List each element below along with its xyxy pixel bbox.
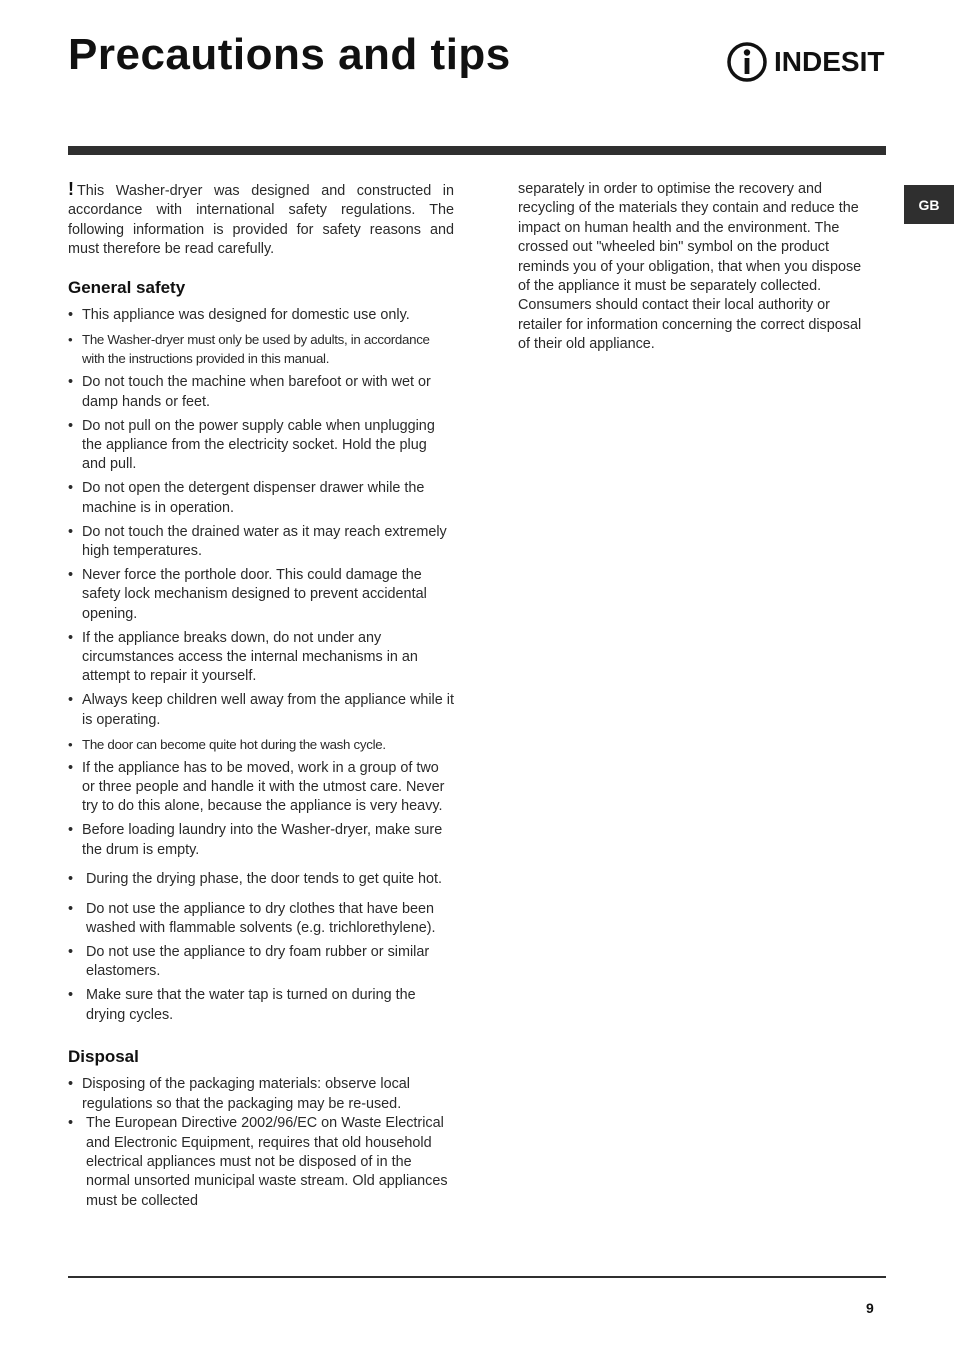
list-item: • The European Directive 2002/96/EC on Waste Electrical and Electronic Equipment, requires that old household electrical appliances must not be disposed of in the normal unsorted municipal waste stream. Old appliances must be collected	[68, 1114, 454, 1211]
disposal-list	[68, 1075, 454, 1211]
list-item: • Do not touch the drained water as it may reach extremely high temperatures.	[68, 523, 454, 562]
disposal-consumers: Consumers should contact their local authority or retailer for information concerning the correct disposal of their old appliance.	[518, 297, 862, 353]
list-item: • Do not open the detergent dispenser drawer while the machine is in operation.	[68, 479, 454, 518]
intro-paragraph	[68, 180, 454, 260]
warning-mark: !	[68, 179, 74, 199]
list-item: • Before loading laundry into the Washer-dryer, make sure the drum is empty.	[68, 821, 454, 860]
language-tab: GB	[904, 185, 954, 224]
list-item: • Make sure that the water tap is turned on during the drying cycles.	[68, 986, 454, 1025]
right-column	[518, 180, 874, 355]
general-safety-heading: General safety	[68, 277, 186, 297]
brand-name: INDESIT	[774, 46, 885, 77]
disposal-heading: Disposal	[68, 1046, 139, 1066]
list-item: • Always keep children well away from the appliance while it is operating.	[68, 691, 454, 730]
indesit-logo-icon	[726, 41, 768, 83]
list-item: • Do not touch the machine when barefoot or with wet or damp hands or feet.	[68, 373, 454, 412]
footer-rule	[68, 1276, 886, 1278]
list-item: • Disposing of the packaging materials: observe local regulations so that the packaging may be re-used.	[68, 1075, 454, 1114]
page-title: Precautions and tips	[68, 30, 511, 79]
brand-logo	[726, 40, 884, 84]
left-column	[68, 180, 454, 1211]
disposal-continued: separately in order to optimise the recovery and recycling of the materials they contain and reduce the impact on human health and the environment. The crossed out "wheeled bin" symbol on the product reminds you of your obligation, that when you dispose of the appliance it must be separately collected.	[518, 181, 862, 295]
list-item: • If the appliance breaks down, do not under any circumstances access the internal mechanisms in an attempt to repair it yourself.	[68, 629, 454, 687]
list-item: • The door can become quite hot during the wash cycle.	[68, 735, 454, 754]
general-safety-list	[68, 306, 454, 1025]
list-item: • Do not use the appliance to dry foam rubber or similar elastomers.	[68, 943, 454, 982]
list-item: • Never force the porthole door. This could damage the safety lock mechanism designed to prevent accidental opening.	[68, 566, 454, 624]
list-item: • This appliance was designed for domestic use only.	[68, 306, 454, 325]
list-item: • Do not pull on the power supply cable when unplugging the appliance from the electricity socket. Hold the plug and pull.	[68, 417, 454, 475]
intro-text: This Washer-dryer was designed and constructed in accordance with international safety regulations. The following information is provided for safety reasons and must therefore be read carefully.	[68, 183, 454, 258]
list-item: • The Washer-dryer must only be used by adults, in accordance with the instructions provided in this manual.	[68, 330, 454, 369]
page-number: 9	[866, 1300, 874, 1316]
list-item: • If the appliance has to be moved, work in a group of two or three people and handle it with the utmost care. Never try to do this alone, because the appliance is very heavy.	[68, 759, 454, 817]
list-item: • Do not use the appliance to dry clothes that have been washed with flammable solvents (e.g. trichlorethylene).	[68, 900, 454, 939]
header-rule	[68, 146, 886, 155]
list-item: • During the drying phase, the door tends to get quite hot.	[68, 870, 454, 889]
